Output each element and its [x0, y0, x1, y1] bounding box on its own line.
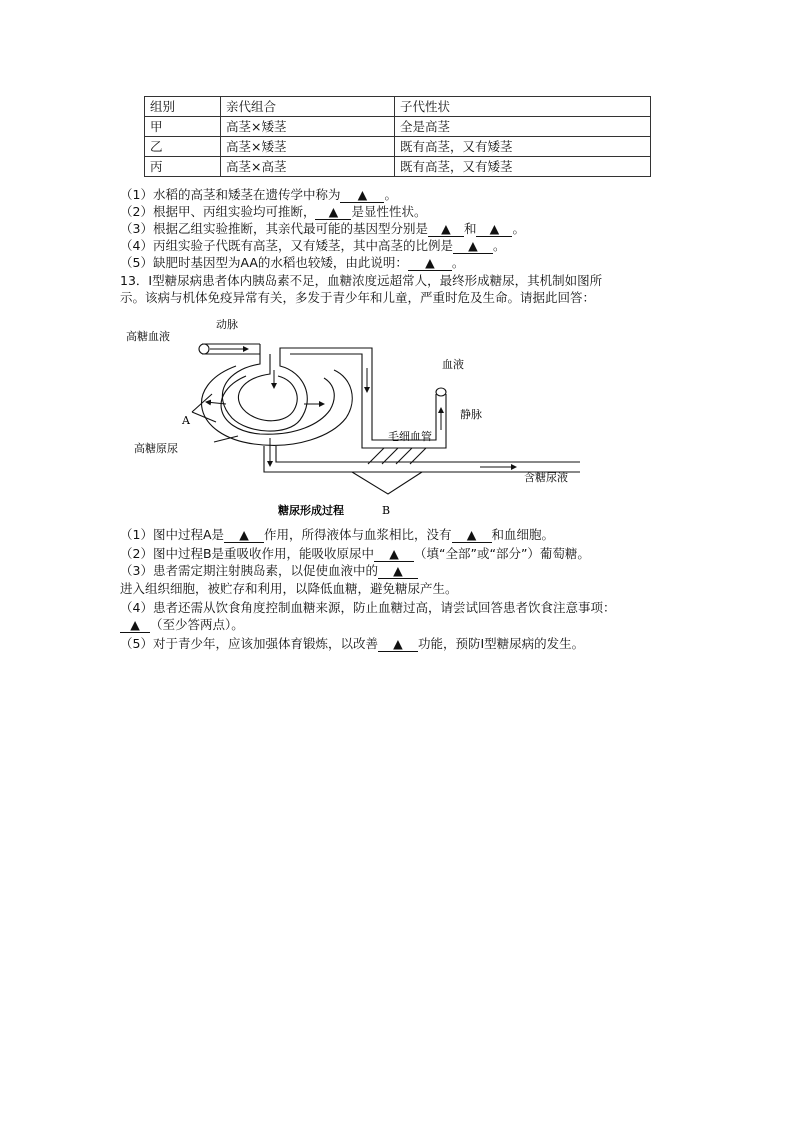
high-sugar-blood-label: 高糖血液 [126, 330, 170, 343]
answer-blank[interactable]: ▲ [428, 221, 464, 237]
question-text: （3）根据乙组实验推断，其亲代最可能的基因型分别是 [120, 221, 428, 236]
table-header-cell: 组别 [145, 97, 221, 117]
answer-blank[interactable]: ▲ [452, 527, 492, 543]
question-text: 功能，预防Ⅰ型糖尿病的发生。 [417, 636, 585, 651]
q13-item-3-continued: 进入组织细胞，被贮存和利用，以降低血糖，避免糖尿产生。 [120, 581, 458, 596]
diagram-caption: 糖尿形成过程 [278, 504, 344, 517]
question-text: 。 [492, 238, 506, 253]
q13-item-2 [120, 545, 590, 562]
urine-formation-diagram [120, 312, 590, 520]
q13-intro-line-1: 13．Ⅰ型糖尿病患者体内胰岛素不足，血糖浓度远超常人，最终形成糖尿，其机制如图所 [120, 273, 603, 288]
capillary-label: 毛细血管 [388, 430, 432, 443]
table-header-cell: 子代性状 [395, 97, 651, 117]
answer-blank[interactable]: ▲ [476, 221, 512, 237]
q13-item-4-continued [120, 616, 244, 633]
table-cell: 甲 [145, 117, 221, 137]
process-a-label: A [182, 414, 190, 427]
q13-item-4: （4）患者还需从饮食角度控制血糖来源，防止血糖过高，请尝试回答患者饮食注意事项： [120, 600, 616, 615]
question-text: （填“全部”或“部分”）葡萄糖。 [414, 546, 590, 561]
table-row [145, 117, 651, 137]
table-cell: 丙 [145, 157, 221, 177]
question-text: （2）图中过程B是重吸收作用，能吸收原尿中 [120, 546, 375, 561]
vein-opening [436, 388, 446, 396]
question-text: 。 [451, 255, 465, 270]
answer-blank[interactable]: ▲ [408, 255, 452, 271]
table-header-cell: 亲代组合 [221, 97, 395, 117]
answer-blank[interactable]: ▲ [340, 187, 384, 203]
q12-item-2 [120, 203, 426, 220]
q12-item-5 [120, 254, 464, 271]
table-row [145, 157, 651, 177]
table-cell: 乙 [145, 137, 221, 157]
question-text: 作用，所得液体与血浆相比，没有 [264, 527, 452, 542]
answer-blank[interactable]: ▲ [378, 563, 418, 579]
reabsorption-funnel [352, 472, 422, 494]
question-text: （4）丙组实验子代既有高茎，又有矮茎，其中高茎的比例是 [120, 238, 453, 253]
genetics-table [144, 96, 651, 177]
table-cell: 全是高茎 [395, 117, 651, 137]
answer-blank[interactable]: ▲ [453, 238, 493, 254]
question-text: 和 [463, 221, 477, 236]
question-text: （1）水稻的高茎和矮茎在遗传学中称为 [120, 187, 341, 202]
answer-blank[interactable]: ▲ [315, 204, 351, 220]
blood-label: 血液 [442, 358, 464, 371]
table-row [145, 137, 651, 157]
artery-label: 动脉 [216, 318, 238, 331]
table-cell: 既有高茎，又有矮茎 [395, 157, 651, 177]
q13-item-3 [120, 562, 418, 579]
question-text: （至少答两点）。 [150, 617, 244, 632]
q13-intro-line-2: 示。该病与机体免疫异常有关，多发于青少年和儿童，严重时危及生命。请据此回答： [120, 290, 596, 305]
answer-blank[interactable]: ▲ [374, 546, 414, 562]
q13-item-1 [120, 526, 554, 543]
q12-item-1 [120, 186, 397, 203]
q12-item-4 [120, 237, 505, 254]
question-text: 和血细胞。 [491, 527, 555, 542]
question-text: 。 [512, 221, 525, 236]
answer-blank[interactable]: ▲ [120, 617, 150, 633]
question-text: （5）缺肥时基因型为AA的水稻也较矮，由此说明： [120, 255, 408, 270]
process-b-label: B [382, 504, 391, 517]
sugar-urine-label: 含糖尿液 [524, 471, 568, 484]
q13-item-5 [120, 635, 584, 652]
question-text: （3）患者需定期注射胰岛素，以促使血液中的 [120, 563, 378, 578]
table-cell: 高茎×矮茎 [221, 117, 395, 137]
table-cell: 高茎×矮茎 [221, 137, 395, 157]
answer-blank[interactable]: ▲ [378, 636, 418, 652]
table-cell: 高茎×高茎 [221, 157, 395, 177]
answer-blank[interactable]: ▲ [224, 527, 264, 543]
table-header-row [145, 97, 651, 117]
question-text: （1）图中过程A是 [120, 527, 225, 542]
artery-opening [199, 344, 209, 354]
question-text: 是显性性状。 [351, 204, 427, 219]
q12-item-3 [120, 220, 525, 237]
vein-label: 静脉 [460, 408, 482, 421]
table-cell: 既有高茎，又有矮茎 [395, 137, 651, 157]
question-text: （5）对于青少年，应该加强体育锻炼，以改善 [120, 636, 378, 651]
question-text: （2）根据甲、丙组实验均可推断， [120, 204, 316, 219]
question-text: 。 [384, 187, 397, 202]
high-sugar-urine-label: 高糖原尿 [134, 442, 178, 455]
